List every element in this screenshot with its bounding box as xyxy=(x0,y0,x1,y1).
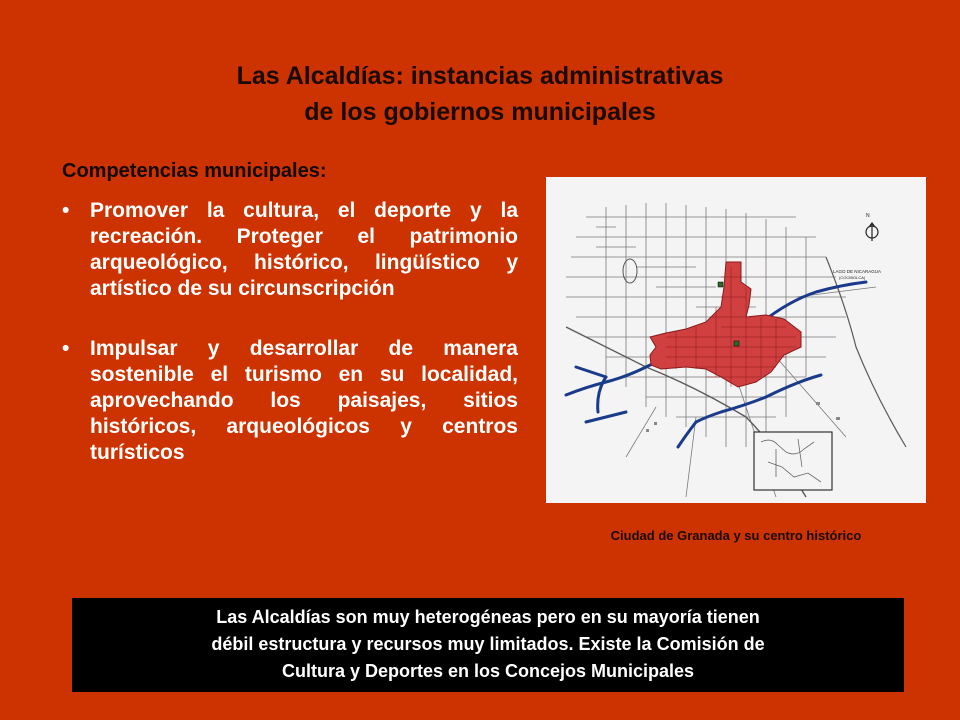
bullet-text: Promover la cultura, el deporte y la recreación. Proteger el patrimonio arqueológico, histórico, lingüístico y artístico de su circunscripción xyxy=(90,199,518,300)
subheading: Competencias municipales: xyxy=(62,160,327,182)
race-track xyxy=(623,259,637,283)
lake-label-1: LAGO DE NICARAGUA xyxy=(833,269,882,274)
inset-map xyxy=(754,432,832,490)
bullet-list xyxy=(62,198,518,466)
landmark-square xyxy=(718,282,723,287)
bullet-text: Impulsar y desarrollar de manera sostenible el turismo en su localidad, aprovechando los paisajes, sitios históricos, arqueológicos y centros turísticos xyxy=(90,337,518,464)
city-map-drawing xyxy=(546,177,926,503)
north-label: N xyxy=(866,213,870,219)
bullet-icon: • xyxy=(62,337,70,360)
title-line-2: de los gobiernos municipales xyxy=(304,98,656,126)
landmark-square xyxy=(734,341,739,346)
bullet-item xyxy=(62,336,518,466)
bullet-item xyxy=(62,198,518,302)
city-map xyxy=(546,177,926,503)
historic-grid xyxy=(666,267,796,387)
lake-label-2: (COCIBOLCA) xyxy=(839,275,866,280)
slide-title xyxy=(0,58,960,130)
note-line-2: débil estructura y recursos muy limitados. Existe la Comisión de xyxy=(211,634,765,654)
title-line-1: Las Alcaldías: instancias administrativas xyxy=(236,62,724,90)
north-arrow-icon xyxy=(866,223,878,241)
note-line-3: Cultura y Deportes en los Concejos Municipales xyxy=(281,661,695,681)
footer-note xyxy=(72,598,904,692)
map-caption: Ciudad de Granada y su centro histórico xyxy=(610,528,862,543)
bullet-icon: • xyxy=(62,199,70,222)
historic-center-area xyxy=(650,262,801,387)
note-line-1: Las Alcaldías son muy heterogéneas pero en su mayoría tienen xyxy=(216,607,760,627)
